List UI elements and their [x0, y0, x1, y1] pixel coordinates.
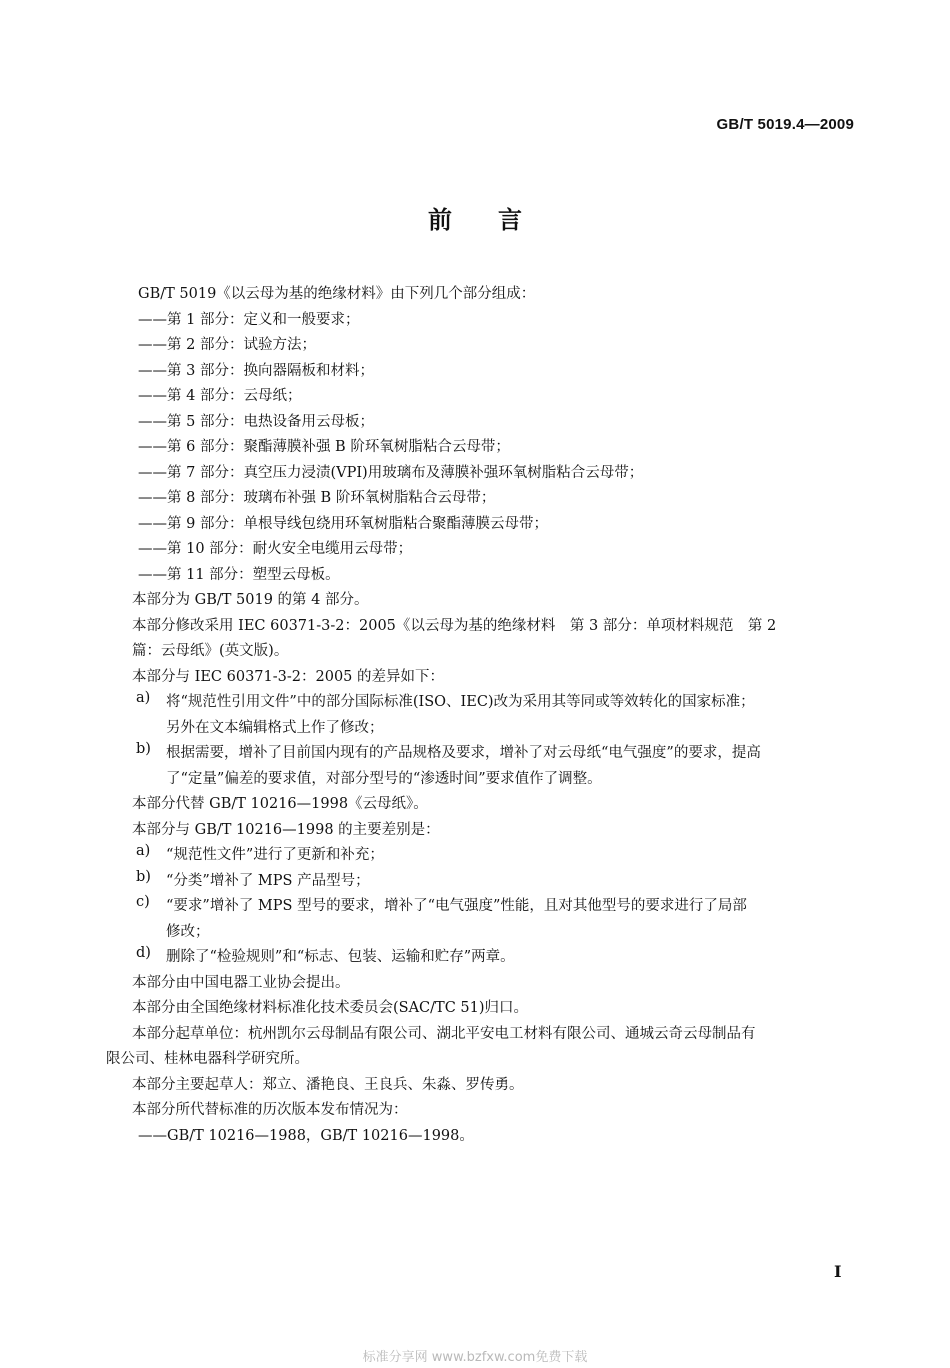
- list-marker: b): [136, 741, 151, 757]
- replaces-paragraph: 本部分代替 GB/T 10216—1998《云母纸》。: [132, 796, 428, 812]
- list-item-line: “分类”增补了 MPS 产品型号；: [166, 872, 370, 889]
- list-marker: a): [136, 843, 151, 859]
- list-item-line: “规范性文件”进行了更新和补充；: [166, 847, 384, 863]
- drafting-units-line-2: 限公司、桂林电器科学研究所。: [106, 1051, 309, 1067]
- proposed-by-paragraph: 本部分由中国电器工业协会提出。: [132, 974, 350, 991]
- list-item-line: 另外在文本编辑格式上作了修改；: [166, 719, 384, 736]
- drafters-paragraph: 本部分主要起草人：郑立、潘艳良、王良兵、朱淼、罗传勇。: [132, 1076, 524, 1093]
- list-marker: a): [136, 690, 151, 706]
- list-item: ——第 8 部分：玻璃布补强 B 阶环氧树脂粘合云母带；: [138, 490, 496, 506]
- managed-by-paragraph: 本部分由全国绝缘材料标准化技术委员会(SAC/TC 51)归口。: [132, 1000, 529, 1016]
- list-item: ——第 5 部分：电热设备用云母板；: [138, 413, 374, 430]
- list-item-line: 删除了“检验规则”和“标志、包装、运输和贮存”两章。: [166, 949, 515, 965]
- list-marker: d): [136, 945, 151, 961]
- list-item: [136, 741, 852, 792]
- list-item: [136, 945, 852, 971]
- list-item-line: 修改；: [166, 923, 210, 940]
- history-heading: 本部分所代替标准的历次版本发布情况为：: [132, 1102, 408, 1118]
- list-marker: b): [136, 868, 151, 885]
- list-item-line: 根据需要，增补了目前国内现有的产品规格及要求，增补了对云母纸“电气强度”的要求，提高: [166, 745, 761, 761]
- intro-paragraph: GB/T 5019《以云母为基的绝缘材料》由下列几个部分组成：: [138, 286, 536, 302]
- old-diff-list: [136, 843, 852, 971]
- body-text: [106, 282, 852, 1149]
- list-item: [136, 869, 852, 895]
- watermark: 标准分享网 www.bzfxw.com免费下载: [362, 1350, 588, 1365]
- drafting-units-line-1: 本部分起草单位：杭州凯尔云母制品有限公司、湖北平安电工材料有限公司、通城云奇云母制品有: [132, 1025, 756, 1042]
- list-item: ——第 11 部分：塑型云母板。: [138, 566, 340, 583]
- list-item: ——第 4 部分：云母纸；: [138, 388, 302, 404]
- page-number: I: [834, 1262, 842, 1281]
- list-item: ——第 1 部分：定义和一般要求；: [138, 311, 360, 328]
- adoption-line-1: 本部分修改采用 IEC 60371-3-2：2005《以云母为基的绝缘材料 第 3 部分：单项材料规范 第 2: [132, 617, 777, 634]
- standard-code: GB/T 5019.4—2009: [716, 116, 854, 133]
- parts-list: [136, 308, 852, 589]
- iec-diff-list: [136, 690, 852, 792]
- drafting-units-paragraph: [106, 1022, 852, 1073]
- list-item: [136, 894, 852, 945]
- iec-diff-heading: 本部分与 IEC 60371-3-2：2005 的差异如下：: [132, 668, 445, 685]
- adoption-paragraph: [132, 614, 852, 665]
- history-item: ——GB/T 10216—1988，GB/T 10216—1998。: [138, 1127, 474, 1144]
- list-item: ——第 7 部分：真空压力浸渍(VPI)用玻璃布及薄膜补强环氧树脂粘合云母带；: [138, 464, 644, 481]
- list-item: ——第 6 部分：聚酯薄膜补强 B 阶环氧树脂粘合云母带；: [138, 439, 510, 455]
- old-diff-heading: 本部分与 GB/T 10216—1998 的主要差别是：: [132, 821, 440, 838]
- list-item: ——第 3 部分：换向器隔板和材料；: [138, 362, 374, 379]
- list-item: ——第 10 部分：耐火安全电缆用云母带；: [138, 541, 413, 557]
- adoption-line-2: 篇：云母纸》(英文版)。: [132, 643, 289, 659]
- list-marker: c): [136, 894, 150, 910]
- list-item-line: “要求”增补了 MPS 型号的要求，增补了“电气强度”性能，且对其他型号的要求进行了局部: [166, 898, 747, 914]
- list-item-line: 将“规范性引用文件”中的部分国际标准(ISO、IEC)改为采用其等同或等效转化的国家标准；: [166, 694, 755, 710]
- list-item: [136, 843, 852, 869]
- list-item: [136, 690, 852, 741]
- page-title: 前言: [428, 205, 568, 234]
- this-part-paragraph: 本部分为 GB/T 5019 的第 4 部分。: [132, 592, 369, 608]
- list-item: ——第 2 部分：试验方法；: [138, 337, 316, 353]
- list-item: ——第 9 部分：单根导线包绕用环氧树脂粘合聚酯薄膜云母带；: [138, 515, 548, 532]
- list-item-line: 了“定量”偏差的要求值，对部分型号的“渗透时间”要求值作了调整。: [166, 770, 602, 787]
